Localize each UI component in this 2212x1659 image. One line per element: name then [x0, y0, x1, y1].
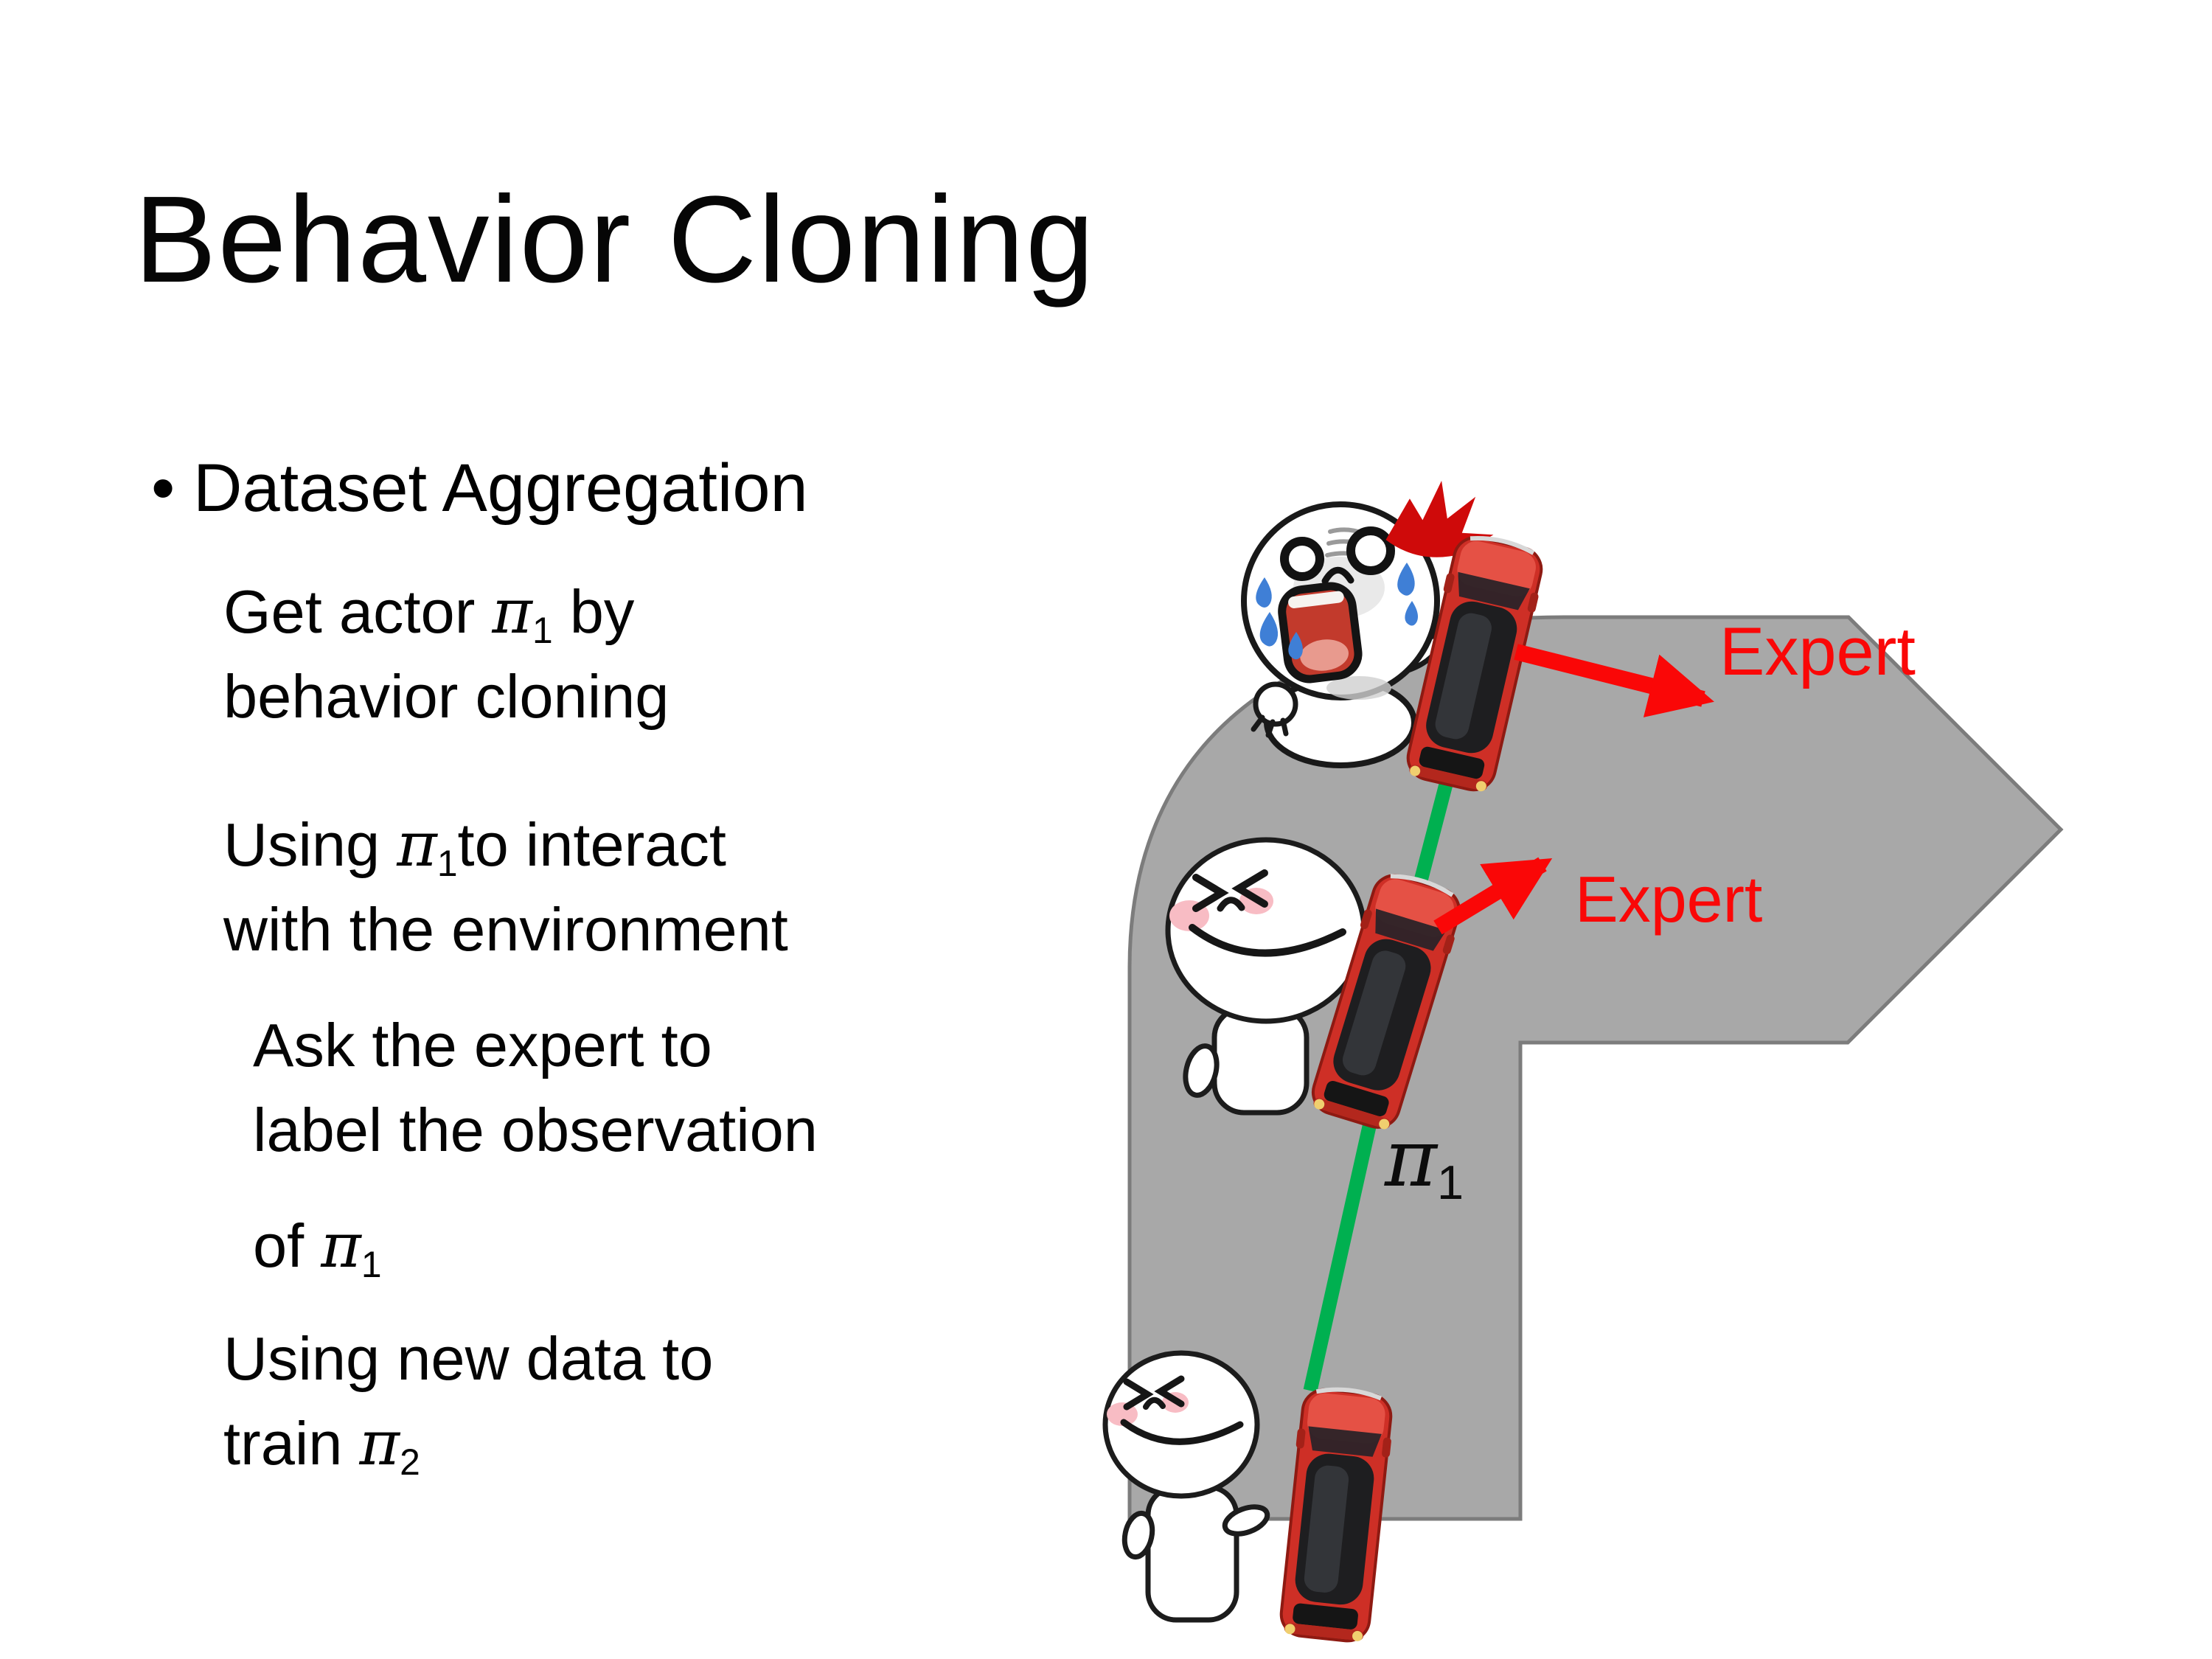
pi-symbol: π	[359, 1408, 400, 1479]
pi-symbol: π	[1385, 1113, 1437, 1205]
left-eye	[1284, 541, 1320, 577]
sub-point-3-line-2: label the observation	[253, 1096, 818, 1164]
right-eye	[1351, 531, 1391, 571]
pi-symbol: π	[321, 1210, 361, 1281]
sub-point-2-line-2: with the environment	[223, 895, 788, 964]
sub-point-3-line-3: of $\pi_1$	[253, 1210, 382, 1285]
policy-pi1-label: $\pi_1$	[1385, 1113, 1464, 1210]
sub-point-1-line-1: Get actor $\pi_1$ by	[223, 576, 635, 651]
bullet-marker: •	[151, 451, 175, 526]
pi-symbol: π	[492, 576, 532, 647]
bullet-heading: Dataset Aggregation	[193, 451, 808, 526]
sub-point-4-line-1: Using new data to	[223, 1324, 714, 1393]
slide-title: Behavior Cloning	[134, 171, 1096, 308]
sub-point-3-line-1: Ask the expert to	[253, 1011, 712, 1079]
pi-symbol: π	[397, 809, 437, 880]
sub-point-4-line-2: train $\pi_2$	[223, 1408, 420, 1483]
expert-label-middle: Expert	[1575, 863, 1763, 936]
expert-label-top: Expert	[1719, 614, 1916, 689]
sub-point-2-line-1: Using $\pi_1to$ interact	[223, 809, 726, 884]
sub-point-1-line-2: behavior cloning	[223, 662, 669, 731]
open-mouth	[1279, 584, 1360, 682]
